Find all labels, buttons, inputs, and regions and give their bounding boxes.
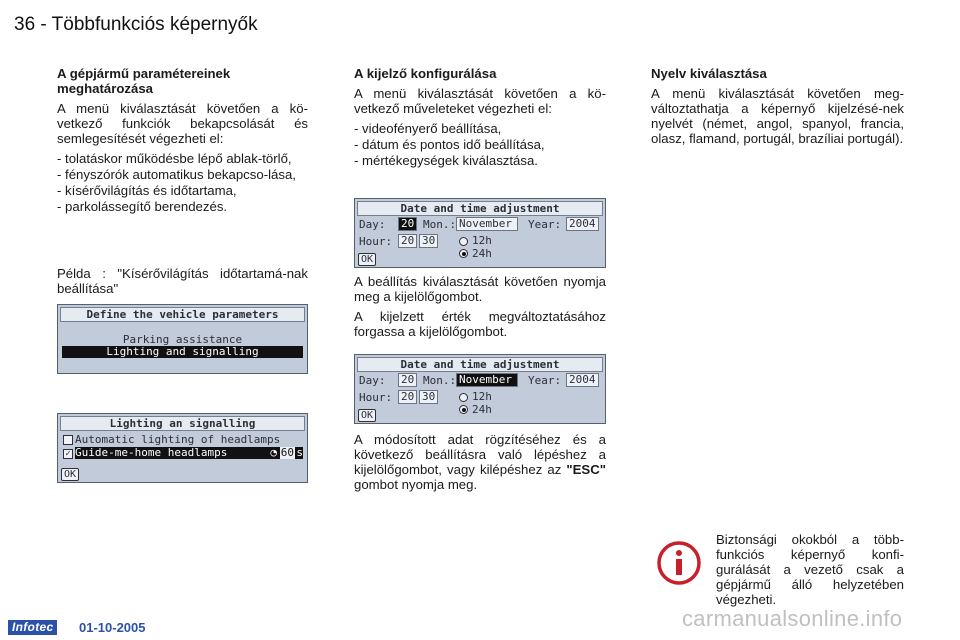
clock-icon: ◔	[270, 446, 277, 459]
year-field: 2004	[566, 373, 599, 387]
day-label: Day:	[359, 218, 386, 231]
option-label: Guide-me-home headlamps	[75, 446, 228, 459]
year-label: Year:	[528, 218, 562, 231]
screen-title: Define the vehicle parameters	[60, 307, 305, 322]
column-language	[651, 66, 904, 151]
para-save-text: A módosított adat rögzítéséhez és a következő beállításra való lépéshez a kijelölőgombot, vagy kilépéshez az	[354, 432, 606, 477]
intro-vehicle-parameters: A menü kiválasztását követően a kö-vetkező funkciók bekapcsolását és semlegesítését végezheti el:	[57, 101, 308, 146]
day-label: Day:	[359, 374, 386, 387]
list-item: - tolatáskor működésbe lépő ablak-törlő,	[57, 151, 292, 166]
screenshot-date-time-day	[354, 198, 606, 268]
list-item: - videofényerő beállítása,	[354, 121, 502, 136]
infotec-logo: Infotec	[8, 620, 57, 635]
month-label: Mon.:	[423, 218, 457, 231]
month-field: November	[456, 217, 518, 231]
text-language: A menü kiválasztását követően meg-változtathatja a képernyő kijelzésé-nek nyelvét (német, angol, spanyol, francia, olasz, flamand, portugál, brazíliai portugál).	[651, 86, 904, 146]
option-guide-me-home-selected	[75, 447, 303, 459]
checkbox-icon	[63, 435, 73, 445]
example-caption: Példa : "Kísérővilágítás időtartamá-nak beállítása"	[57, 266, 308, 296]
label-12h: 12h	[472, 390, 492, 403]
list-item: - fényszórók automatikus bekapcso-lása,	[57, 167, 296, 182]
list-item: - mértékegységek kiválasztása.	[354, 153, 538, 168]
safety-notice: Biztonsági okokból a több-funkciós képernyő konfi-gurálását a vezető csak a gépjármű álló helyzetében végezheti.	[716, 532, 904, 607]
para-save-end: gombot nyomja meg.	[354, 477, 478, 492]
ok-button: OK	[358, 253, 376, 266]
page-title: 36 - Többfunkciós képernyők	[14, 14, 258, 35]
duration-unit: s	[296, 446, 303, 459]
column-display-config	[354, 66, 606, 169]
screenshot-vehicle-parameters	[57, 304, 308, 374]
radio-12h-icon	[459, 393, 468, 402]
list-item: - kísérővilágítás és időtartama,	[57, 183, 237, 198]
screen-title: Lighting an signalling	[60, 416, 305, 431]
heading-language: Nyelv kiválasztása	[651, 66, 767, 81]
option-automatic-headlamps: Automatic lighting of headlamps	[75, 433, 281, 446]
hour-field: 20	[398, 390, 417, 404]
hour-label: Hour:	[359, 235, 393, 248]
screen-title: Date and time adjustment	[357, 357, 603, 372]
instructions-save	[354, 432, 606, 492]
label-24h: 24h	[472, 247, 492, 260]
list-item: - dátum és pontos idő beállítása,	[354, 137, 545, 152]
year-label: Year:	[528, 374, 562, 387]
column-vehicle-parameters	[57, 66, 308, 215]
list-vehicle-functions	[57, 151, 308, 214]
minute-field: 30	[419, 390, 438, 404]
hour-label: Hour:	[359, 391, 393, 404]
day-field-selected: 20	[398, 217, 417, 231]
label-24h: 24h	[472, 403, 492, 416]
heading-display-config: A kijelző konfigurálása	[354, 66, 497, 81]
list-display-functions	[354, 121, 606, 168]
heading-vehicle-parameters: A gépjármű paramétereinek meghatározása	[57, 66, 231, 96]
month-field-selected: November	[456, 373, 518, 387]
ok-button: OK	[61, 468, 79, 481]
month-label: Mon.:	[423, 374, 457, 387]
day-field: 20	[398, 373, 417, 387]
checkbox-checked-icon: ✓	[63, 449, 73, 459]
radio-24h-icon	[459, 405, 468, 414]
screenshot-date-time-month	[354, 354, 606, 424]
radio-24h-icon	[459, 249, 468, 258]
list-item: - parkolássegítő berendezés.	[57, 199, 228, 214]
esc-key-label: "ESC"	[566, 462, 606, 477]
duration-value: 60	[280, 446, 294, 459]
menu-item-parking-assistance: Parking assistance	[122, 333, 243, 346]
year-field: 2004	[566, 217, 599, 231]
info-icon	[656, 540, 702, 586]
para-change-value: A kijelzett érték megváltoztatásához forgassa a kijelölőgombot.	[354, 309, 606, 339]
footer-date: 01-10-2005	[79, 620, 146, 635]
screenshot-lighting-signalling	[57, 413, 308, 483]
para-select: A beállítás kiválasztását követően nyomja meg a kijelölőgombot.	[354, 274, 606, 304]
hour-field: 20	[398, 234, 417, 248]
ok-button: OK	[358, 409, 376, 422]
intro-display-config: A menü kiválasztását követően a kö-vetkező műveleteket végezheti el:	[354, 86, 606, 116]
watermark: carmanualsonline.info	[682, 606, 903, 631]
label-12h: 12h	[472, 234, 492, 247]
screen-title: Date and time adjustment	[357, 201, 603, 216]
minute-field: 30	[419, 234, 438, 248]
radio-12h-icon	[459, 237, 468, 246]
instructions-select	[354, 274, 606, 344]
menu-item-lighting-selected: Lighting and signalling	[62, 346, 303, 358]
